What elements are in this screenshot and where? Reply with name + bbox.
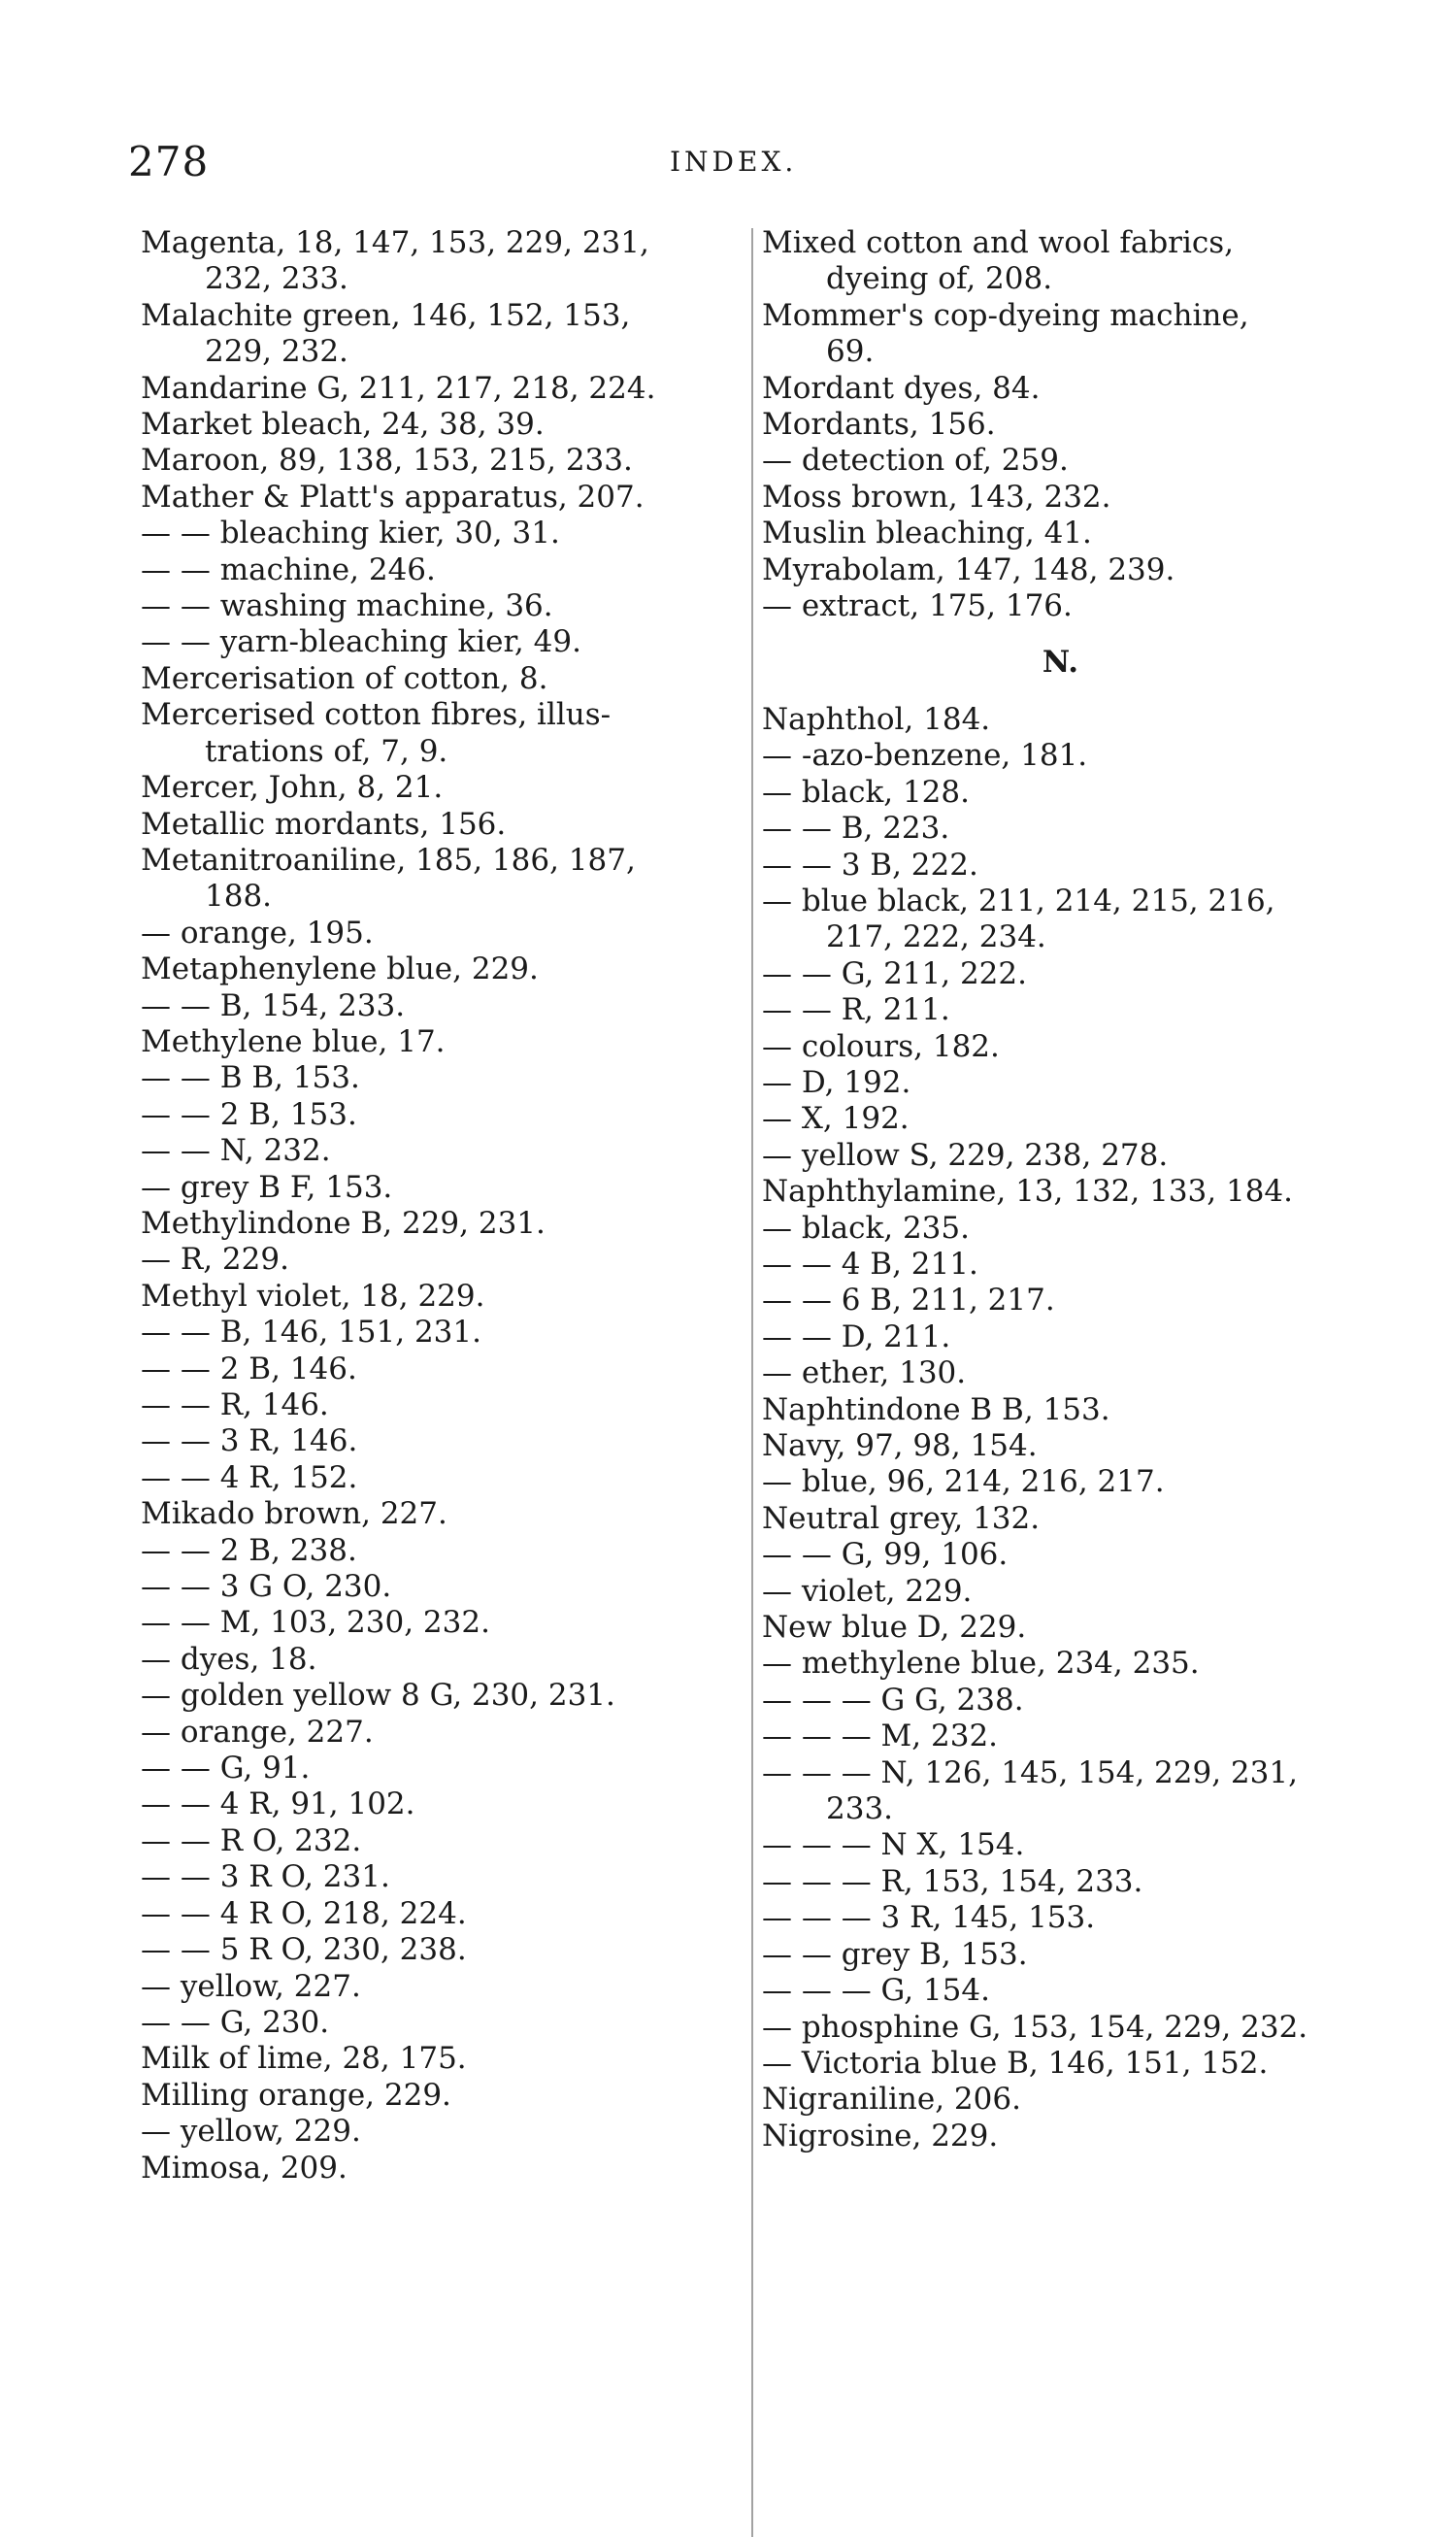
index-entry: Market bleach, 24, 38, 39. <box>141 407 545 443</box>
index-entry: — — 6 B, 211, 217. <box>762 1283 1055 1319</box>
index-entry: — — 4 R O, 218, 224. <box>141 1895 467 1931</box>
index-entry: — — 3 R, 146. <box>141 1423 358 1459</box>
page-number: 278 <box>128 138 210 185</box>
index-entry: — — — N, 126, 145, 154, 229, 231, <box>762 1754 1298 1790</box>
index-entry-continuation: 232, 233. <box>205 261 348 297</box>
index-entry: — blue black, 211, 214, 215, 216, <box>762 883 1275 918</box>
index-entry: — orange, 195. <box>141 915 374 951</box>
index-entry: Mercer, John, 8, 21. <box>141 770 444 806</box>
index-entry: — — R, 146. <box>141 1387 329 1422</box>
index-entry: — — B, 146, 151, 231. <box>141 1315 481 1351</box>
index-entry: — — yarn-bleaching kier, 49. <box>141 624 581 660</box>
column-divider <box>751 228 753 2537</box>
index-entry: Metallic mordants, 156. <box>141 806 507 842</box>
index-entry: — — G, 230. <box>141 2004 330 2040</box>
index-entry: — detection of, 259. <box>762 443 1069 479</box>
index-entry: Mikado brown, 227. <box>141 1496 447 1532</box>
index-entry: Methylindone B, 229, 231. <box>141 1205 546 1241</box>
index-entry: — — — M, 232. <box>762 1719 999 1754</box>
index-entry: — — — 3 R, 145, 153. <box>762 1900 1096 1936</box>
running-head: INDEX. <box>670 146 798 178</box>
index-entry: — -azo-benzene, 181. <box>762 738 1088 774</box>
index-entry: — — — G G, 238. <box>762 1682 1024 1718</box>
index-entry: — — 4 R, 152. <box>141 1459 358 1495</box>
index-entry: — dyes, 18. <box>141 1641 317 1677</box>
index-entry-continuation: 217, 222, 234. <box>826 919 1046 955</box>
index-entry: — methylene blue, 234, 235. <box>762 1646 1200 1682</box>
index-entry: — grey B F, 153. <box>141 1169 393 1205</box>
index-column-right <box>762 225 1359 2154</box>
index-entry-continuation: 69. <box>826 334 875 370</box>
index-entry: — — G, 99, 106. <box>762 1537 1009 1573</box>
index-entry: Mercerised cotton fibres, illus- <box>141 697 612 733</box>
index-entry: — — 2 B, 146. <box>141 1351 357 1386</box>
index-entry: — — R, 211. <box>762 992 950 1028</box>
index-entry: Mimosa, 209. <box>141 2150 347 2186</box>
index-entry: — colours, 182. <box>762 1028 1000 1064</box>
index-entry: — Victoria blue B, 146, 151, 152. <box>762 2045 1269 2081</box>
index-entry: — — grey B, 153. <box>762 1936 1028 1972</box>
index-entry: Mather & Platt's apparatus, 207. <box>141 479 645 515</box>
index-entry: — — R O, 232. <box>141 1822 362 1858</box>
index-entry: Muslin bleaching, 41. <box>762 516 1092 551</box>
index-entry: Metaphenylene blue, 229. <box>141 951 539 987</box>
index-column-left <box>141 225 738 2186</box>
index-entry: — — 3 R O, 231. <box>141 1859 390 1895</box>
index-entry: — — 4 B, 211. <box>762 1246 978 1282</box>
index-entry: — yellow, 229. <box>141 2114 361 2150</box>
index-entry: — — G, 211, 222. <box>762 955 1027 991</box>
index-entry: — X, 192. <box>762 1101 910 1137</box>
index-entry: New blue D, 229. <box>762 1610 1027 1646</box>
index-entry: Moss brown, 143, 232. <box>762 479 1111 515</box>
index-entry: — blue, 96, 214, 216, 217. <box>762 1464 1165 1500</box>
index-entry: Malachite green, 146, 152, 153, <box>141 297 631 333</box>
index-entry: Mandarine G, 211, 217, 218, 224. <box>141 370 656 406</box>
index-entry: Metanitroaniline, 185, 186, 187, <box>141 842 636 878</box>
index-entry: — — 2 B, 153. <box>141 1096 357 1132</box>
index-entry: — yellow S, 229, 238, 278. <box>762 1137 1169 1173</box>
index-entry: — — B B, 153. <box>141 1060 360 1096</box>
index-entry: Nigrosine, 229. <box>762 2118 999 2153</box>
index-entry: Mordants, 156. <box>762 407 996 443</box>
index-entry: — — D, 211. <box>762 1319 951 1354</box>
index-entry: Mordant dyes, 84. <box>762 370 1041 406</box>
index-entry: Milk of lime, 28, 175. <box>141 2041 467 2077</box>
index-entry: — black, 128. <box>762 774 970 810</box>
index-entry-continuation: dyeing of, 208. <box>826 261 1053 297</box>
index-entry: Mixed cotton and wool fabrics, <box>762 225 1235 260</box>
index-entry: — — machine, 246. <box>141 551 436 587</box>
index-entry: Magenta, 18, 147, 153, 229, 231, <box>141 225 649 260</box>
index-entry: — — bleaching kier, 30, 31. <box>141 516 560 551</box>
index-entry: — — — R, 153, 154, 233. <box>762 1863 1143 1899</box>
index-entry: — D, 192. <box>762 1064 911 1100</box>
index-entry: Mercerisation of cotton, 8. <box>141 660 548 696</box>
index-entry: — — 3 G O, 230. <box>141 1569 392 1605</box>
index-entry: Navy, 97, 98, 154. <box>762 1428 1038 1463</box>
index-entry: — — 5 R O, 230, 238. <box>141 1932 467 1968</box>
index-entry: Naphtindone B B, 153. <box>762 1391 1110 1427</box>
index-entry: — black, 235. <box>762 1210 970 1246</box>
index-entry: — — 2 B, 238. <box>141 1532 357 1568</box>
index-entry: Nigraniline, 206. <box>762 2082 1021 2118</box>
index-entry: Milling orange, 229. <box>141 2077 451 2113</box>
index-entry: — — 3 B, 222. <box>762 847 978 883</box>
index-entry: — phosphine G, 153, 154, 229, 232. <box>762 2009 1308 2045</box>
index-entry-continuation: 233. <box>826 1791 894 1827</box>
index-entry-continuation: 188. <box>205 879 273 915</box>
index-entry: Myrabolam, 147, 148, 239. <box>762 551 1175 587</box>
index-entry: — — washing machine, 36. <box>141 588 553 624</box>
index-entry: — orange, 227. <box>141 1714 374 1750</box>
index-entry: — — B, 223. <box>762 811 950 847</box>
index-entry: Methylene blue, 17. <box>141 1023 446 1059</box>
index-entry-continuation: trations of, 7, 9. <box>205 733 448 769</box>
index-entry: — golden yellow 8 G, 230, 231. <box>141 1678 615 1714</box>
index-entry: Neutral grey, 132. <box>762 1500 1041 1536</box>
index-entry: — — — G, 154. <box>762 1973 990 2009</box>
index-entry-continuation: 229, 232. <box>205 334 348 370</box>
index-entry: Naphthylamine, 13, 132, 133, 184. <box>762 1174 1294 1210</box>
index-entry: — — G, 91. <box>141 1751 311 1786</box>
index-entry: — violet, 229. <box>762 1573 973 1609</box>
index-entry: Methyl violet, 18, 229. <box>141 1278 485 1314</box>
index-entry: Naphthol, 184. <box>762 701 991 737</box>
index-entry: — R, 229. <box>141 1242 289 1278</box>
index-entry: — — N, 232. <box>141 1133 331 1169</box>
index-entry: — — M, 103, 230, 232. <box>141 1605 490 1641</box>
index-entry: — — B, 154, 233. <box>141 987 406 1023</box>
index-entry: — ether, 130. <box>762 1355 967 1391</box>
index-entry: Maroon, 89, 138, 153, 215, 233. <box>141 443 633 479</box>
index-entry: — extract, 175, 176. <box>762 588 1073 624</box>
index-entry: — — — N X, 154. <box>762 1827 1025 1863</box>
index-entry: — — 4 R, 91, 102. <box>141 1786 415 1822</box>
section-letter: N. <box>1042 645 1079 681</box>
index-entry: — yellow, 227. <box>141 1968 361 2004</box>
index-entry: Mommer's cop-dyeing machine, <box>762 297 1249 333</box>
